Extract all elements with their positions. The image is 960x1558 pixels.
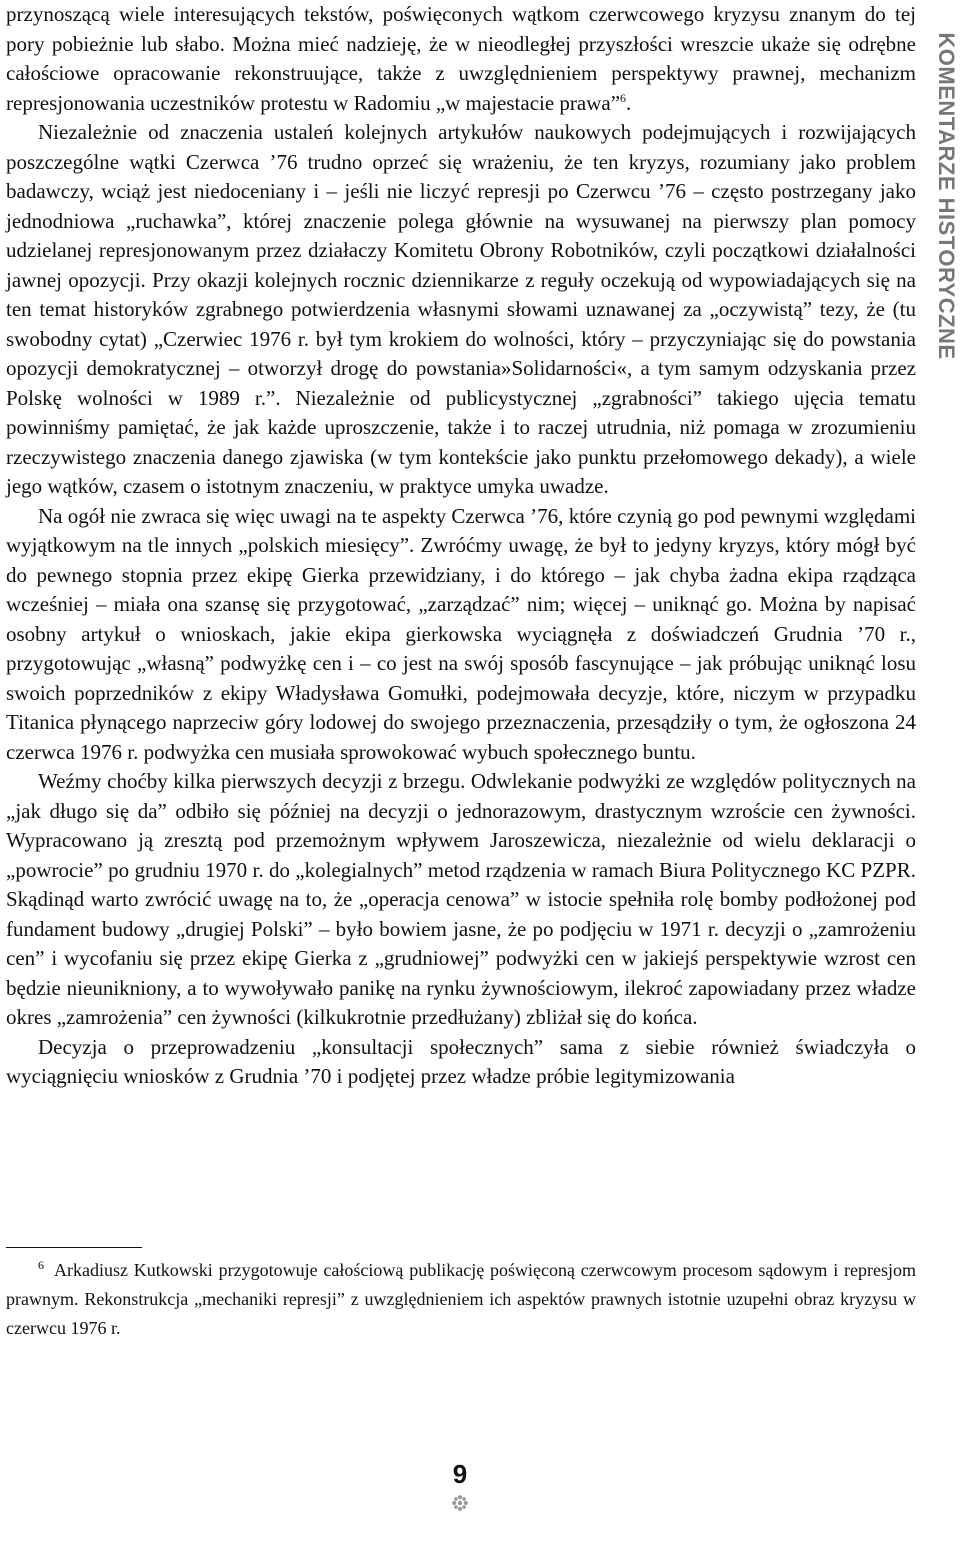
flower-ornament-icon xyxy=(451,1494,469,1512)
page-number: 9 xyxy=(452,1459,468,1489)
footnote-number: 6 xyxy=(38,1258,44,1272)
paragraph-4: Weźmy choćby kilka pierwszych decyzji z brzegu. Odwlekanie podwyżki ze względów politycznych na „jak długo się da” odbiło się później na decyzji o jednorazowym, drastycznym wzroście cen żywności. Wypracowano ją zresztą pod przemożnym wpływem Jaroszewicza, niezależnie od wielu deklaracji o „powrocie” po grudniu 1970 r. do „kolegialnych” metod rządzenia w ramach Biura Politycznego KC PZPR. Skądinąd warto zwrócić uwagę na to, że „operacja cenowa” w istocie spełniła rolę bomby podłożonej pod fundament budowy „drugiej Polski” – było bowiem jasne, że po podjęciu w 1971 r. decyzji o „zamrożeniu cen” i wycofaniu się przez ekipę Gierka z „grudniowej” podwyżki cen w jakiejś perspektywie wzrost cen będzie nieunikniony, a to wywoływało panikę na rynku żywnościowym, ilekroć zapowiadany przez władze okres „zamrożenia” cen żywności (kilkukrotnie przedłużany) zbliżał się do końca. xyxy=(6,769,916,1029)
paragraph-2: Niezależnie od znaczenia ustaleń kolejnych artykułów naukowych podejmujących i rozwijających poszczególne wątki Czerwca ’76 trudno oprzeć się wrażeniu, że ten kryzys, rozumiany jako problem badawczy, wciąż jest niedoceniany i – jeśli nie liczyć represji po Czerwcu ’76 – często postrzegany jako jednodniowa „ruchawka”, której znaczenie polega głównie na wysuwanej na pierwszy plan pomocy udzielanej represjonowanym przez działaczy Komitetu Obrony Robotników, czyli początkowi działalności jawnej opozycji. Przy okazji kolejnych rocznic dziennikarze z reguły oczekują od wypowiadających się na ten temat historyków zgrabnego potwierdzenia własnymi słowami uznawanej za „oczywistą” tezy, że (tu swobodny cytat) „Czerwiec 1976 r. był tym krokiem do wolności, który – przyczyniając się do powstania opozycji demokratycznej – otworzył drogę do powstania»Solidarności«, a tym samym odzyskania przez Polskę wolności w 1989 r.”. Niezależnie od publicystycznej „zgrabności” takiego ujęcia tematu powinniśmy pamiętać, że jak każde uproszczenie, także i to raczej utrudnia, niż pomaga w zrozumieniu rzeczywistego znaczenia danego zjawiska (w tym kontekście jako punktu przełomowego dekady), a wiele jego wątków, czasem o istotnym znaczeniu, w praktyce umyka uwadze. xyxy=(6,120,916,498)
paragraph-1 xyxy=(6,0,916,118)
paragraph-1-end: . xyxy=(626,90,632,115)
section-sidebar xyxy=(931,0,960,420)
paragraph-3: Na ogół nie zwraca się więc uwagi na te aspekty Czerwca ’76, które czynią go pod pewnymi względami wyjątkowym na tle innych „polskich miesięcy”. Zwróćmy uwagę, że był to jedyny kryzys, który mógł być do pewnego stopnia przez ekipę Gierka przewidziany, i do którego – jak chyba żadna ekipa rządząca wcześniej – miała ona szansę się przygotować, „zarządzać” nim; więcej – uniknąć go. Można by napisać osobny artykuł o wnioskach, jakie ekipa gierkowska wyciągnęła z doświadczeń Grudnia ’70 r., przygotowując „własną” podwyżkę cen i – co jest na swój sposób fascynujące – jak próbując uniknąć losu swoich poprzedników z ekipy Władysława Gomułki, podejmowała decyzje, które, niczym w przypadku Titanica płynącego naprzeciw góry lodowej do swojego przeznaczenia, przesądziły o tym, że ogłoszona 24 czerwca 1976 r. podwyżka cen musiała sprowokować wybuch społecznego buntu. xyxy=(6,503,916,764)
footnote-text: Arkadiusz Kutkowski przygotowuje całościową publikację poświęconą czerwcowym procesom sądowym i represjom prawnym. Rekonstrukcja „mechaniki represji” z uwzględnieniem ich aspektów prawnych istotnie uzupełni obraz kryzysu w czerwcu 1976 r. xyxy=(6,1260,916,1338)
footnote-ref-6[interactable]: 6 xyxy=(620,90,627,105)
body-text xyxy=(6,0,916,1092)
section-label: KOMENTARZE HISTORYCZNE xyxy=(933,32,959,360)
paragraph-1-text: przynoszącą wiele interesujących tekstów, poświęconych wątkom czerwcowego kryzysu znanym do tej pory pobieżnie lub słabo. Można mieć nadzieję, że w nieodległej przyszłości wreszcie ukaże się odrębne całościowe opracowanie rekonstruujące, także z uwzględnieniem perspektywy prawnej, mechanizm represjonowania uczestników protestu w Radomiu „w majestacie prawa” xyxy=(6,2,916,115)
footnote-divider xyxy=(6,1247,142,1248)
footnotes xyxy=(6,1256,916,1343)
paragraph-5: Decyzja o przeprowadzeniu „konsultacji społecznych” sama z siebie również świadczyła o wyciągnięciu wniosków z Grudnia ’70 i podjętej przez władze próbie legitymizowania xyxy=(6,1034,916,1088)
footnote-6 xyxy=(6,1256,916,1343)
